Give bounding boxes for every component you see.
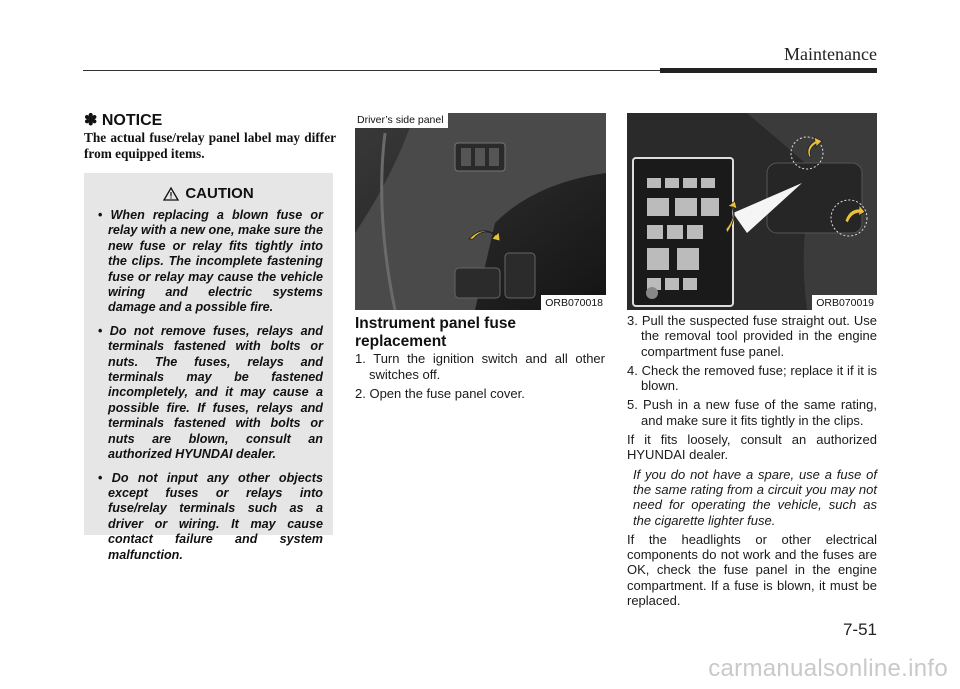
italic-note: If you do not have a spare, use a fuse of the same rating from a circuit you may not need for operating the vehicle, such as the cigarette lighter fuse.	[633, 466, 877, 528]
caution-item: • Do not input any other objects except fuses or relays into fuse/relay terminals such as a driver or wiring. It may cause contact failure and system malfunction.	[94, 471, 323, 563]
engine-fuse-panel-illustration	[627, 113, 877, 310]
step-item: 3. Pull the suspected fuse straight out. Use the removal tool provided in the engine compartment fuse panel.	[627, 313, 877, 359]
caution-list	[94, 208, 323, 563]
driver-side-panel-photo	[355, 113, 606, 310]
caution-item: • Do not remove fuses, relays and terminals fastened with bolts or nuts. The fuses, relays and terminals may be fastened incompletely, and it may cause a possible fire. If fuses, relays and terminals fastened with bolts or nuts are blown, consult an authorized HYUNDAI dealer.	[94, 324, 323, 463]
notice-text: The actual fuse/relay panel label may differ from equipped items.	[84, 130, 336, 161]
photo-caption-label: Driver’s side panel	[355, 113, 448, 128]
engine-fuse-panel-photo	[627, 113, 877, 310]
driver-side-panel-illustration	[355, 113, 606, 310]
page-number: 7-51	[842, 620, 877, 639]
caution-box	[84, 173, 333, 562]
paragraph: If it fits loosely, consult an authorized HYUNDAI dealer.	[627, 432, 877, 463]
photo-code: ORB070019	[812, 295, 877, 310]
section-title: Instrument panel fuse replacement	[355, 315, 517, 350]
step-item: 5. Push in a new fuse of the same rating, and make sure it fits tightly in the clips.	[627, 397, 877, 428]
notice-heading: ✽ NOTICE	[84, 112, 163, 129]
step-item: 1. Turn the ignition switch and all other switches off.	[355, 351, 605, 382]
step-item: 2. Open the fuse panel cover.	[355, 386, 525, 401]
page-header-title: Maintenance	[784, 44, 877, 64]
paragraph: If the headlights or other electrical components do not work and the fuses are OK, check the fuse panel in the engine compartment. If a fuse is blown, it must be replaced.	[627, 531, 877, 609]
photo-code: ORB070018	[541, 295, 606, 310]
instrument-steps	[355, 351, 605, 406]
header-rule-accent	[660, 68, 877, 73]
engine-fuse-steps-column	[627, 313, 877, 612]
watermark: carmanualsonline.info	[708, 655, 948, 682]
caution-item: • When replacing a blown fuse or relay with a new one, make sure the new fuse or relay fits tightly into the clips. The incomplete fastening fuse or relay may cause the vehicle wiring and electric systems damage and a possible fire.	[94, 208, 323, 316]
caution-header	[94, 185, 323, 202]
header-rule	[83, 70, 660, 71]
engine-steps	[627, 313, 877, 428]
caution-title: CAUTION	[185, 185, 254, 202]
warning-triangle-icon	[163, 187, 179, 201]
step-item: 4. Check the removed fuse; replace it if it is blown.	[627, 362, 877, 394]
